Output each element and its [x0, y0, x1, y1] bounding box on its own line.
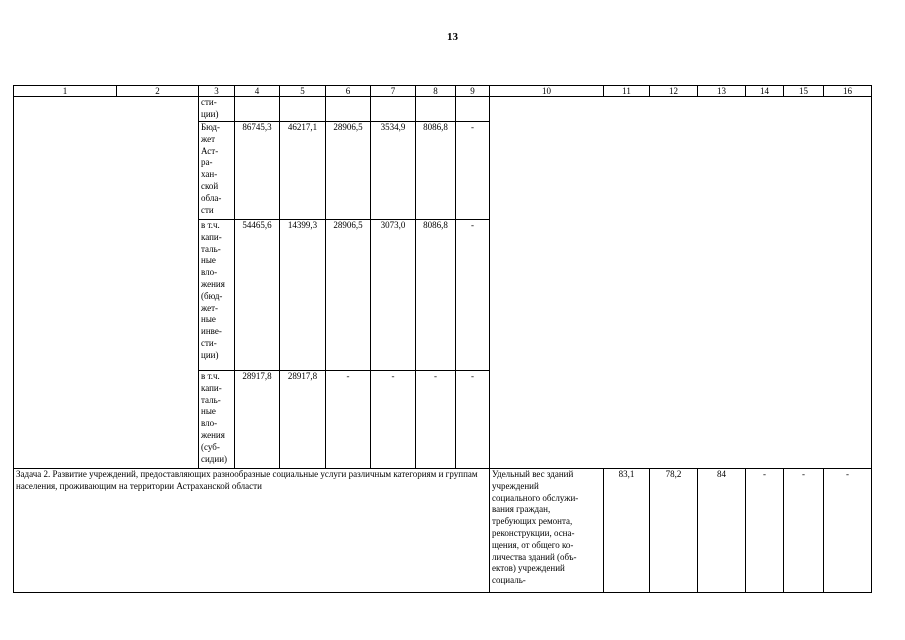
program-table — [13, 85, 872, 593]
funding-source-cell: сти- ции) — [199, 97, 235, 122]
value-cell — [326, 97, 371, 122]
value-cell: - — [371, 371, 416, 469]
value-cell: 28906,5 — [326, 220, 371, 371]
value-cell: 3534,9 — [371, 122, 416, 220]
task-description: Задача 2. Развитие учреждений, предоставляющих разнообразные социальные услуги различным категориям и группам населения, проживающим на территории Астраханской области — [14, 469, 490, 593]
header-cell: 2 — [117, 86, 199, 97]
value-cell: 28917,8 — [235, 371, 280, 469]
empty-cell — [14, 97, 199, 469]
task-row — [14, 469, 872, 593]
empty-indicator-area — [490, 97, 872, 469]
value-cell: - — [456, 122, 490, 220]
value-cell: - — [456, 220, 490, 371]
indicator-value-cell: - — [746, 469, 784, 593]
funding-row — [14, 97, 872, 122]
header-cell: 12 — [650, 86, 698, 97]
indicator-cell: Удельный вес зданий учреждений социального обслужи- вания граждан, требующих ремонта, реконструкции, осна- щения, от общего ко- личества зданий (объ- ектов) учреждений социаль- — [490, 469, 604, 593]
value-cell: 14399,3 — [280, 220, 326, 371]
value-cell: 8086,8 — [416, 220, 456, 371]
header-row — [14, 86, 872, 97]
funding-source-cell: Бюд- жет Аст- ра- хан- ской обла- сти — [199, 122, 235, 220]
value-cell: - — [456, 371, 490, 469]
page-number: 13 — [447, 31, 458, 43]
header-cell: 8 — [416, 86, 456, 97]
header-cell: 15 — [784, 86, 824, 97]
value-cell: 54465,6 — [235, 220, 280, 371]
header-cell: 13 — [698, 86, 746, 97]
indicator-value-cell: 83,1 — [604, 469, 650, 593]
value-cell — [456, 97, 490, 122]
indicator-value-cell: 84 — [698, 469, 746, 593]
header-cell: 11 — [604, 86, 650, 97]
value-cell: 28917,8 — [280, 371, 326, 469]
value-cell — [280, 97, 326, 122]
value-cell: 86745,3 — [235, 122, 280, 220]
value-cell: - — [326, 371, 371, 469]
value-cell: - — [416, 371, 456, 469]
value-cell — [371, 97, 416, 122]
funding-source-cell: в т.ч. капи- таль- ные вло- жения (бюд- жет- ные инве- сти- ции) — [199, 220, 235, 371]
header-cell: 4 — [235, 86, 280, 97]
value-cell — [235, 97, 280, 122]
header-cell: 7 — [371, 86, 416, 97]
header-cell: 3 — [199, 86, 235, 97]
indicator-value-cell: - — [784, 469, 824, 593]
value-cell: 3073,0 — [371, 220, 416, 371]
value-cell: 46217,1 — [280, 122, 326, 220]
funding-source-cell: в т.ч. капи- таль- ные вло- жения (суб- сидии) — [199, 371, 235, 469]
header-cell: 16 — [824, 86, 872, 97]
header-cell: 10 — [490, 86, 604, 97]
header-cell: 1 — [14, 86, 117, 97]
value-cell: 28906,5 — [326, 122, 371, 220]
header-cell: 5 — [280, 86, 326, 97]
header-cell: 6 — [326, 86, 371, 97]
indicator-value-cell: - — [824, 469, 872, 593]
header-cell: 9 — [456, 86, 490, 97]
value-cell: 8086,8 — [416, 122, 456, 220]
value-cell — [416, 97, 456, 122]
header-cell: 14 — [746, 86, 784, 97]
indicator-value-cell: 78,2 — [650, 469, 698, 593]
